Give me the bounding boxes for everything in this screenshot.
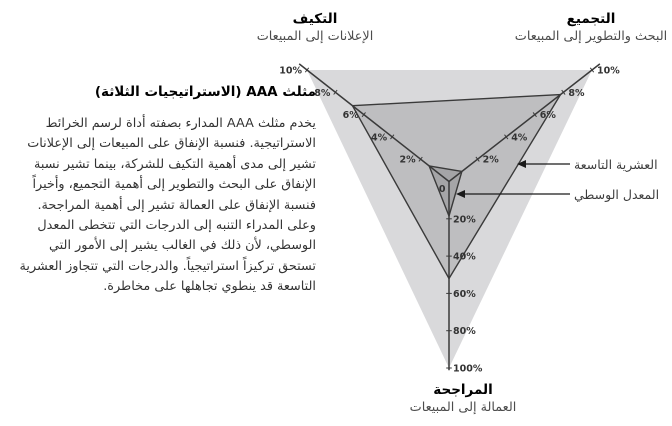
tick-label-aggregation-1: 4% [511, 132, 528, 144]
annotation-median: المعدل الوسطي [574, 187, 660, 202]
tick-label-arbitrage-0: 20% [453, 214, 476, 226]
axis-subtitle-adaptation: الإعلانات إلى المبيعات [256, 28, 374, 44]
axis-title-adaptation: التكيف [292, 11, 338, 27]
tick-label-adaptation-0: 2% [399, 154, 416, 166]
axis-title-aggregation: التجميع [566, 11, 616, 27]
tick-label-adaptation-3: 8% [314, 87, 331, 99]
tick-label-arbitrage-1: 40% [453, 251, 476, 263]
tick-label-arbitrage-2: 60% [453, 288, 476, 300]
axis-subtitle-arbitrage: العمالة إلى المبيعات [409, 399, 517, 415]
center-zero-label: 0 [438, 184, 446, 195]
tick-label-aggregation-2: 6% [539, 110, 556, 122]
tick-label-arbitrage-3: 80% [453, 326, 476, 338]
tick-label-aggregation-3: 8% [568, 87, 585, 99]
tick-label-adaptation-1: 4% [371, 132, 388, 144]
tick-label-arbitrage-4: 100% [453, 363, 483, 375]
tick-label-adaptation-4: 10% [279, 65, 302, 77]
axis-title-arbitrage: المراجحة [433, 382, 493, 398]
axis-label-aggregation [501, 11, 672, 45]
caption-column [10, 84, 316, 298]
axis-subtitle-aggregation: البحث والتطوير إلى المبيعات [514, 28, 668, 44]
axis-label-adaptation [225, 11, 405, 45]
tick-label-aggregation-0: 2% [482, 154, 499, 166]
axis-label-arbitrage [373, 382, 553, 416]
figure-description: يخدم مثلث AAA المدارء بصفته أداة لرسم الخرائط الاستراتيجية. فنسبة الإنفاق على المبيعات إلى الإعلانات تشير إلى مدى أهمية التكيف للشركة، بينما تشير نسبة الإنفاق على البحث والتطوير إلى أهمية التجميع، وأخيراً فنسبة الإنفاق على العمالة تشير إلى أهمية المراجحة. وعلى المدراء التنبه إلى الدرجات التي تتخطى المعدل الوسطي، لأن ذلك في الغالب يشير إلى الأمور التي تستحق تركيزاً استراتيجياً. والدرجات التي تتجاوز العشرية التاسعة قد ينطوي تجاهلها على مخاطرة. [19, 116, 316, 295]
annotation-ninth-decile: العشرية التاسعة [574, 157, 658, 172]
figure-title: مثلث AAA (الاستراتيجيات الثلاثة) [94, 84, 316, 100]
tick-label-adaptation-2: 6% [342, 110, 359, 122]
tick-label-aggregation-4: 10% [597, 65, 620, 77]
